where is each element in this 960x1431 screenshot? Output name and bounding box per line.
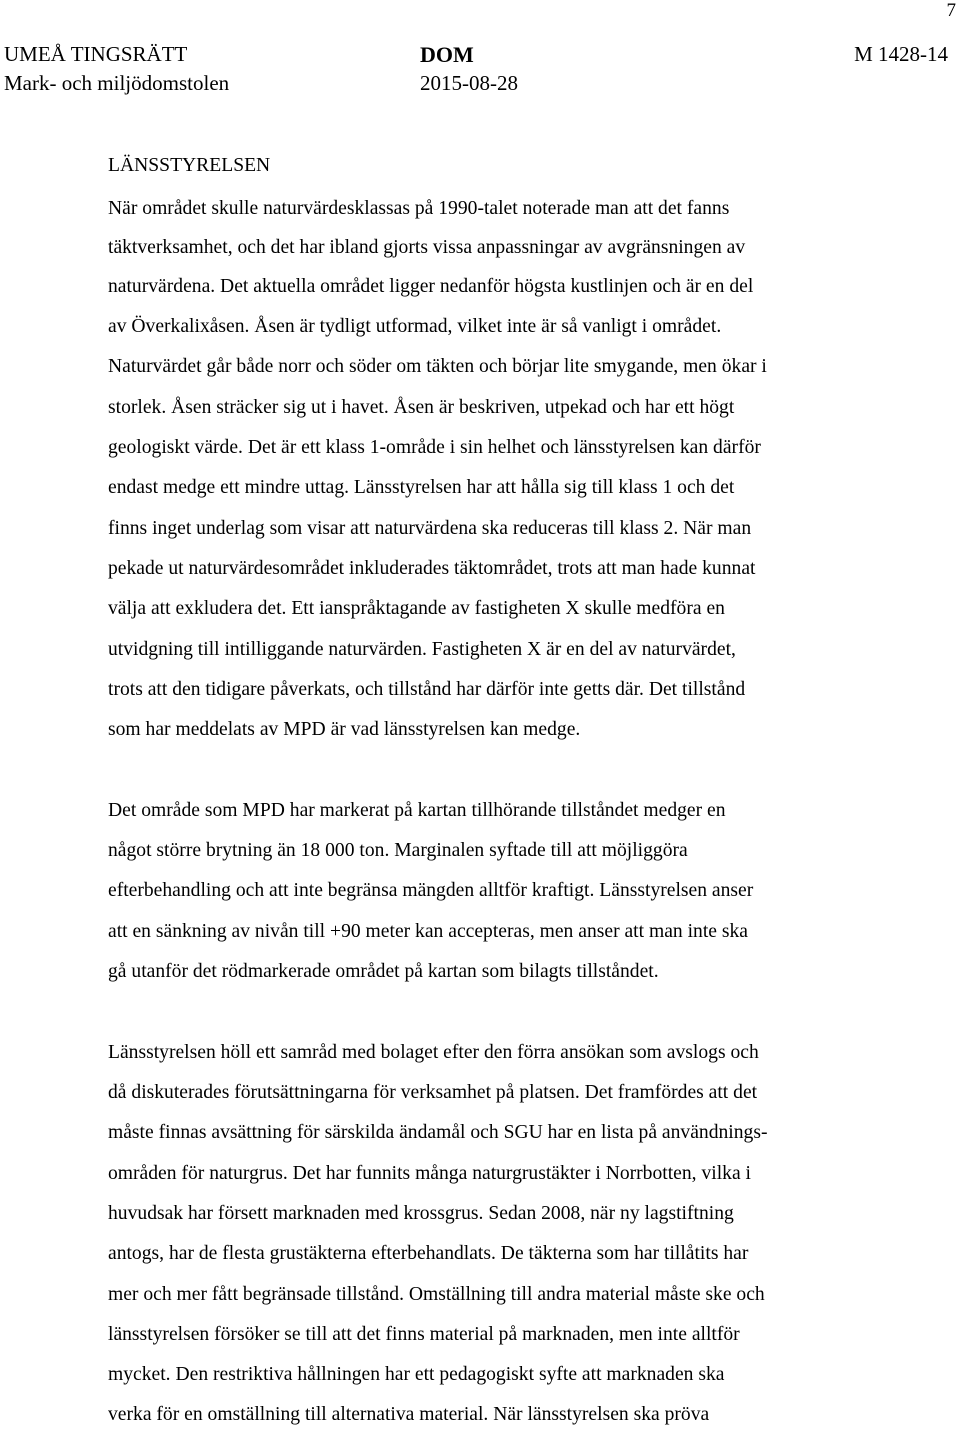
- paragraph-3-line: måste finnas avsättning för särskilda ändamål och SGU har en lista på användnings-: [108, 1122, 768, 1143]
- section-heading: LÄNSSTYRELSEN: [108, 155, 271, 176]
- paragraph-1-line: geologiskt värde. Det är ett klass 1-område i sin helhet och länsstyrelsen kan därför: [108, 437, 761, 458]
- paragraph-1-line: trots att den tidigare påverkats, och tillstånd har därför inte getts där. Det tillstånd: [108, 679, 746, 700]
- paragraph-3-line: då diskuterades förutsättningarna för verksamhet på platsen. Det framfördes att det: [108, 1082, 758, 1103]
- document-date: 2015-08-28: [420, 71, 518, 95]
- court-name: UMEÅ TINGSRÄTT: [4, 42, 188, 66]
- paragraph-1-line: täktverksamhet, och det har ibland gjorts vissa anpassningar av avgränsningen av: [108, 237, 746, 258]
- paragraph-2-line: att en sänkning av nivån till +90 meter kan accepteras, men anser att man inte ska: [108, 921, 749, 942]
- paragraph-3-line: antogs, har de flesta grustäkterna efterbehandlats. De täkterna som har tillåtits har: [108, 1243, 749, 1264]
- paragraph-1-line: finns inget underlag som visar att naturvärdena ska reduceras till klass 2. När man: [108, 518, 752, 539]
- paragraph-1-line: pekade ut naturvärdesområdet inkluderades täktområdet, trots att man hade kunnat: [108, 558, 756, 579]
- paragraph-2-line: något större brytning än 18 000 ton. Marginalen syftade till att möjliggöra: [108, 840, 688, 861]
- paragraph-3-line: verka för en omställning till alternativa material. När länsstyrelsen ska pröva: [108, 1404, 710, 1425]
- page-number: 7: [946, 0, 956, 21]
- case-number: M 1428-14: [854, 42, 948, 66]
- paragraph-3-line: områden för naturgrus. Det har funnits många naturgrustäkter i Norrbotten, vilka i: [108, 1163, 751, 1184]
- paragraph-3-line: Länsstyrelsen höll ett samråd med bolaget efter den förra ansökan som avslogs och: [108, 1042, 759, 1063]
- paragraph-1-line: som har meddelats av MPD är vad länsstyrelsen kan medge.: [108, 719, 581, 740]
- paragraph-2-line: gå utanför det rödmarkerade området på kartan som bilagts tillståndet.: [108, 961, 659, 982]
- paragraph-1-line: av Överkalixåsen. Åsen är tydligt utformad, vilket inte är så vanligt i området.: [108, 316, 722, 337]
- paragraph-1-line: endast medge ett mindre uttag. Länsstyrelsen har att hålla sig till klass 1 och det: [108, 477, 735, 498]
- paragraph-3-line: länsstyrelsen försöker se till att det finns material på marknaden, men inte alltför: [108, 1324, 740, 1345]
- paragraph-3-line: mycket. Den restriktiva hållningen har ett pedagogiskt syfte att marknaden ska: [108, 1364, 725, 1385]
- paragraph-1-line: välja att exkludera det. Ett ianspråktagande av fastigheten X skulle medföra en: [108, 598, 725, 619]
- paragraph-1-line: När området skulle naturvärdesklassas på 1990-talet noterade man att det fanns: [108, 198, 730, 219]
- document-type: DOM: [420, 42, 474, 67]
- header-document-block: [420, 40, 518, 98]
- paragraph-1-line: utvidgning till intilliggande naturvärden. Fastigheten X är en del av naturvärdet,: [108, 639, 736, 660]
- paragraph-1-line: storlek. Åsen sträcker sig ut i havet. Åsen är beskriven, utpekad och har ett högt: [108, 397, 735, 418]
- paragraph-1-line: naturvärdena. Det aktuella området ligger nedanför högsta kustlinjen och är en del: [108, 276, 754, 297]
- paragraph-3-line: mer och mer fått begränsade tillstånd. Omställning till andra material måste ske och: [108, 1284, 765, 1305]
- paragraph-2-line: efterbehandling och att inte begränsa mängden alltför kraftigt. Länsstyrelsen anser: [108, 880, 754, 901]
- paragraph-1-line: Naturvärdet går både norr och söder om täkten och börjar lite smygande, men ökar i: [108, 356, 767, 377]
- court-division: Mark- och miljödomstolen: [4, 71, 230, 95]
- paragraph-2-line: Det område som MPD har markerat på kartan tillhörande tillståndet medger en: [108, 800, 726, 821]
- paragraph-3-line: huvudsak har försett marknaden med krossgrus. Sedan 2008, när ny lagstiftning: [108, 1203, 734, 1224]
- header-court-block: [4, 40, 229, 98]
